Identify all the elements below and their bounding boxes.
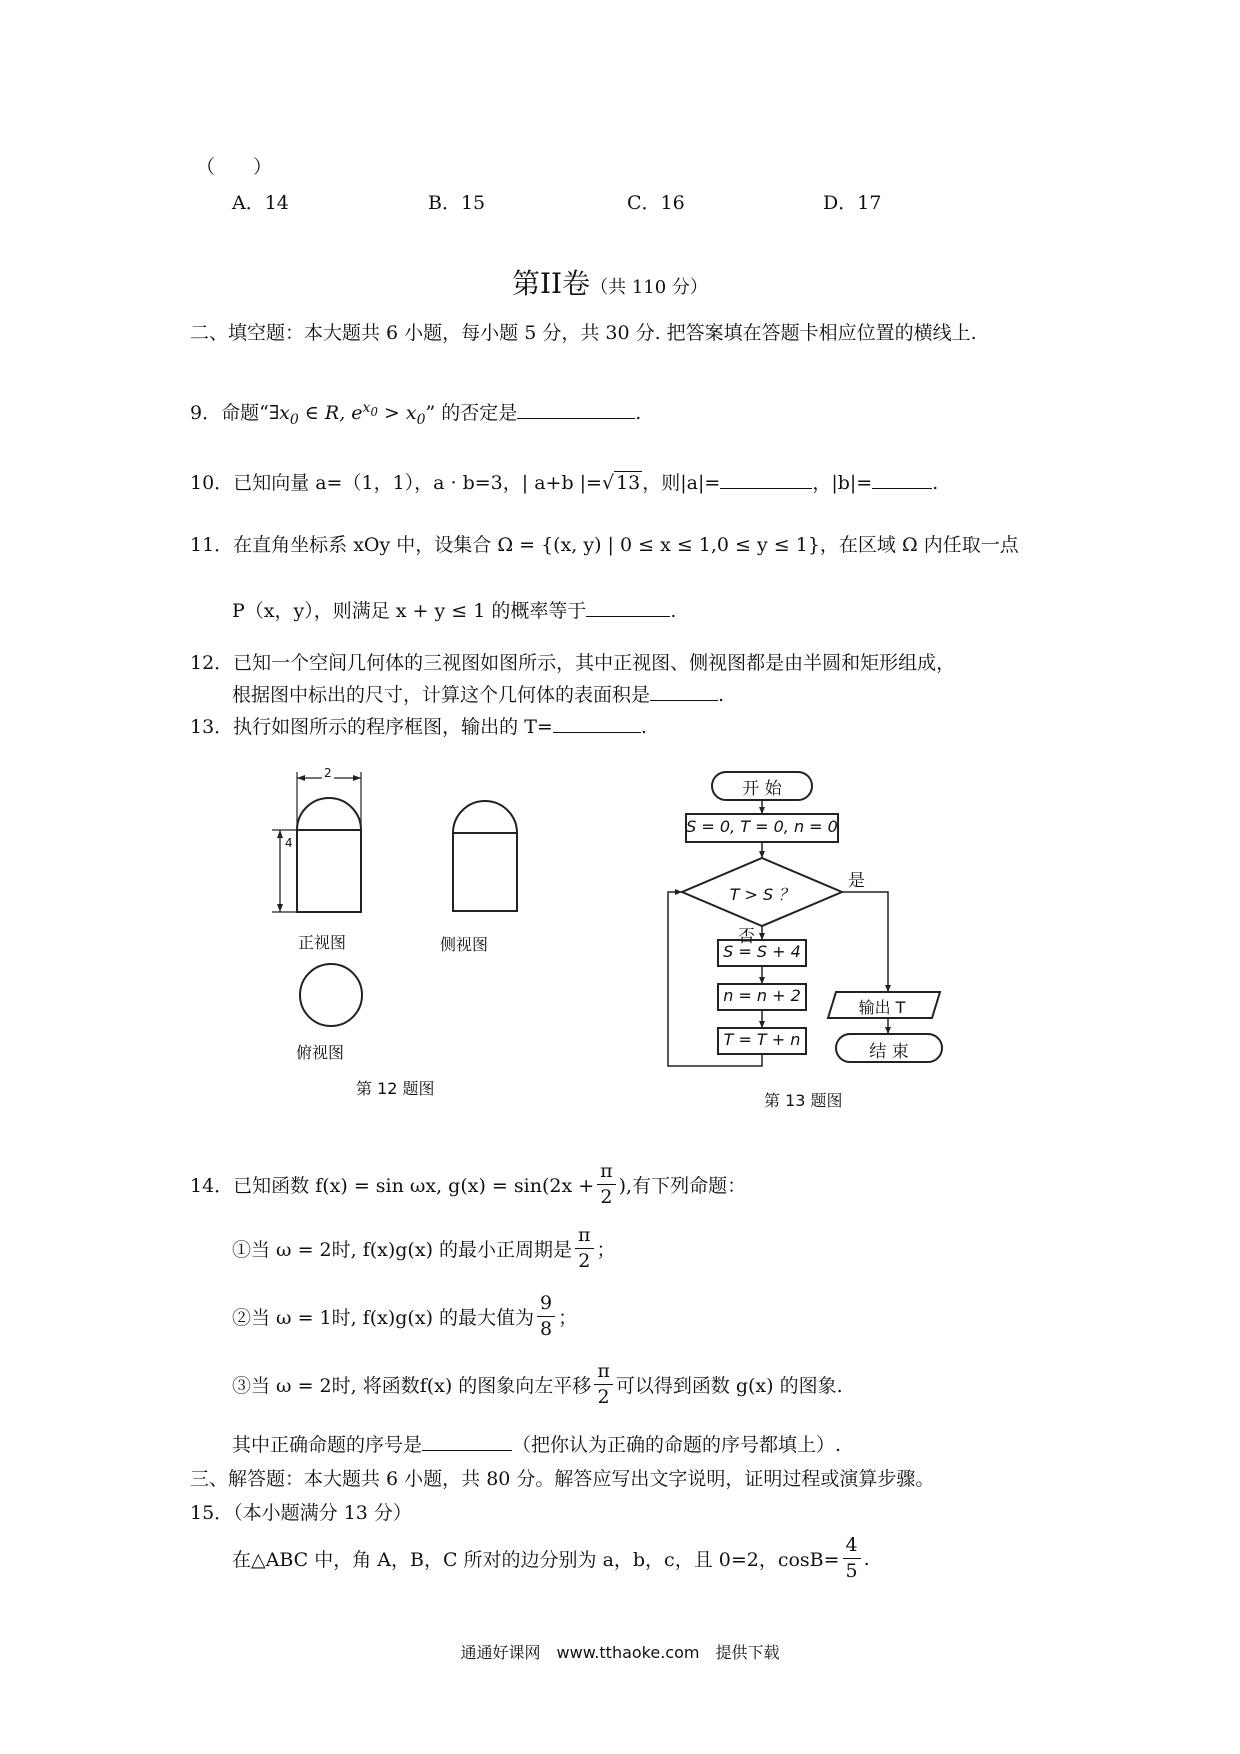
fc-step3-label: T = T + n: [723, 1030, 801, 1049]
q10-text: 已知向量 a=（1，1），a · b=3，| a+b |=: [233, 472, 602, 494]
q10-end: .: [932, 472, 939, 494]
q14-item2-frac-den: 8: [540, 1318, 553, 1340]
q10-mid2: ，|b|=: [812, 472, 873, 494]
fig13-caption: 第 13 题图: [764, 1091, 843, 1110]
q13-answer-blank[interactable]: [553, 714, 641, 733]
q14-answer-blank[interactable]: [422, 1432, 512, 1451]
fc-step2-label: n = n + 2: [723, 986, 801, 1005]
q10-sqrt-value: 13: [616, 472, 641, 494]
fig12-height-label: 4: [285, 836, 293, 850]
q9-end: .: [635, 402, 642, 424]
q15-frac: [843, 1536, 861, 1581]
q10-sqrt: √ 13: [601, 472, 641, 494]
q9-pre: 命题“: [221, 402, 269, 424]
q14-item3: [232, 1362, 843, 1407]
question-13: [190, 712, 647, 739]
q14-item1-frac-den: 2: [578, 1250, 591, 1272]
q15-text: 在△ABC 中，角 A，B，C 所对的边分别为 a，b，c，且 0=2，cosB=: [232, 1549, 840, 1571]
fig12-top-label: 俯视图: [296, 1043, 345, 1062]
q9-formula: $\exists x_0$ ∈ R, $e^{x_0} > x_0$: [268, 399, 426, 428]
q15-title: 15．（本小题满分 13 分）: [190, 1502, 412, 1524]
q10-blank-b[interactable]: [872, 470, 932, 489]
fc-start-label: 开 始: [742, 779, 782, 799]
question-9: [190, 398, 641, 428]
q14-last-post: （把你认为正确的命题的序号都填上）.: [512, 1434, 842, 1456]
q12-line1: 12．已知一个空间几何体的三视图如图所示，其中正视图、侧视图都是由半圆和矩形组成，: [190, 652, 956, 674]
fig12-front-label: 正视图: [298, 933, 347, 952]
q14-intro-frac-den: 2: [600, 1186, 613, 1208]
section-title-main: 第II卷: [512, 267, 591, 300]
q14-item3-text: ③当 ω = 2时, 将函数f(x) 的图象向左平移: [232, 1375, 592, 1397]
q14-item3-post: 可以得到函数 g(x) 的图象.: [615, 1375, 843, 1397]
q8-option-c: C．16: [627, 192, 685, 214]
q14-item2-frac-num: 9: [537, 1294, 555, 1317]
q14-intro-frac-num: π: [597, 1162, 616, 1185]
q14-intro-pre: 14．已知函数 f(x) = sin ωx, g(x) = sin(2x +: [190, 1175, 595, 1197]
fc-end-label: 结 束: [869, 1042, 909, 1062]
q14-intro-frac: [597, 1162, 616, 1207]
q12-answer-blank[interactable]: [650, 682, 718, 701]
q14-item2: [232, 1294, 577, 1339]
q9-number: 9．: [190, 402, 222, 424]
solve-header: 三、解答题：本大题共 6 小题，共 80 分。解答应写出文字说明，证明过程或演算步骤。: [190, 1468, 935, 1490]
section-title: [512, 262, 708, 302]
q15-end: .: [863, 1547, 870, 1570]
fig12-side-label: 侧视图: [440, 935, 489, 954]
q9-answer-blank[interactable]: [517, 400, 635, 419]
q11-end: .: [670, 600, 677, 622]
fc-output-label: 输出 T: [858, 998, 906, 1017]
fig12-front-view: [250, 770, 430, 920]
q14-item3-frac-den: 2: [597, 1386, 610, 1408]
q11-answer-blank[interactable]: [586, 598, 670, 617]
q14-item1-end: ；: [596, 1239, 616, 1261]
q14-item2-end: ；: [558, 1307, 578, 1329]
q8-paren: （ ）: [196, 156, 273, 178]
fc-decision-label: T > S ？: [729, 885, 795, 904]
q8-option-a: A．14: [232, 192, 289, 214]
q14-last-pre: 其中正确命题的序号是: [232, 1434, 423, 1456]
q10-blank-a[interactable]: [720, 470, 812, 489]
fill-in-header: 二、填空题：本大题共 6 小题，每小题 5 分，共 30 分. 把答案填在答题卡相应位置的横线上.: [190, 322, 977, 344]
fc-init-label: S = 0, T = 0, n = 0: [686, 817, 838, 836]
q14-last: [232, 1430, 841, 1457]
q14-item1-text: ①当 ω = 2时, f(x)g(x) 的最小正周期是: [232, 1239, 573, 1261]
q14-item1: [232, 1226, 616, 1271]
fig12-top-view: [296, 960, 366, 1030]
q13-end: .: [640, 716, 647, 738]
fc-yes-label: 是: [848, 871, 865, 891]
q11-line1: 11．在直角坐标系 xOy 中，设集合 Ω = {(x, y) | 0 ≤ x ≤ 1,0 ≤ y ≤ 1}，在区域 Ω 内任取一点: [190, 534, 1019, 556]
q14-item3-frac: [594, 1362, 613, 1407]
question-10: [190, 468, 938, 495]
fc-no-label: 否: [738, 927, 755, 947]
q14-intro: [190, 1162, 746, 1207]
q14-item3-frac-num: π: [594, 1362, 613, 1385]
q10-number: 10．: [190, 472, 234, 494]
q13-text: 13．执行如图所示的程序框图，输出的 T=: [190, 716, 553, 738]
q14-item1-frac-num: π: [575, 1226, 594, 1249]
section-title-sub: （共 110 分）: [590, 277, 708, 298]
q14-item2-text: ②当 ω = 1时, f(x)g(x) 的最大值为: [232, 1307, 535, 1329]
q14-intro-post: ),有下列命题：: [618, 1175, 747, 1197]
q15-body: [232, 1536, 870, 1581]
q12-line2: [232, 680, 724, 707]
page-footer: 通通好课网 www.tthaoke.com 提供下载: [460, 1643, 780, 1662]
q14-item1-frac: [575, 1226, 594, 1271]
fig12-caption: 第 12 题图: [356, 1079, 435, 1098]
q12-line2-text: 根据图中标出的尺寸，计算这个几何体的表面积是: [232, 684, 651, 706]
q10-mid: ，则|a|=: [642, 472, 721, 494]
fig12-side-view: [445, 795, 525, 915]
q15-frac-num: 4: [843, 1536, 861, 1559]
q8-option-b: B．15: [428, 192, 486, 214]
q15-frac-den: 5: [845, 1560, 858, 1582]
q14-item2-frac: [537, 1294, 555, 1339]
q9-post: ” 的否定是: [425, 402, 518, 424]
q12-end: .: [718, 684, 725, 706]
q11-line2: [232, 596, 676, 623]
q11-line2-text: P（x，y），则满足 x + y ≤ 1 的概率等于: [232, 600, 587, 622]
fc-step1-label: S = S + 4: [723, 942, 801, 961]
fig12-width-label: 2: [324, 766, 332, 780]
q8-option-d: D．17: [823, 192, 882, 214]
